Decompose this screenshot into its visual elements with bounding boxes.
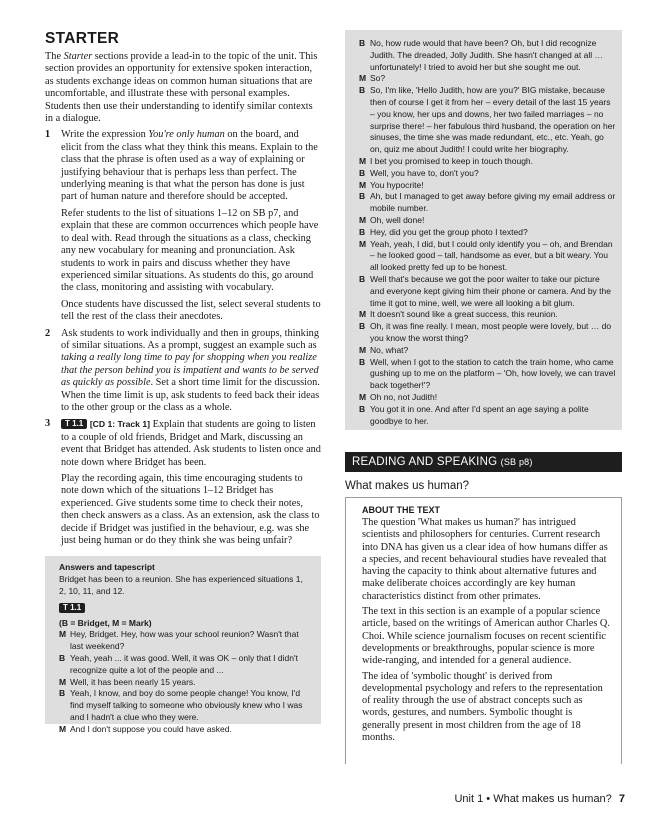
dialogue-text: Yeah, yeah ... it was good. Well, it was OK – only that I didn't recognize quite a lot of the people and ... <box>70 653 298 675</box>
dialogue-line <box>359 274 616 309</box>
dialogue-text: Well, when I got to the station to catch the train home, who came gushing up to me on the platform – 'Oh, how lovely, we can travel back together!'? <box>370 356 616 391</box>
speakers-key: (B = Bridget, M = Mark) <box>59 617 152 628</box>
speaker-label: M <box>359 344 367 355</box>
reading-subtitle: What makes us human? <box>345 480 470 492</box>
dialogue-line <box>59 688 307 723</box>
dialogue-text: No, what? <box>370 344 409 355</box>
speaker-label: B <box>359 226 366 237</box>
starter-item-1 <box>45 129 321 323</box>
dialogue-line <box>59 677 307 689</box>
speaker-label: B <box>359 167 366 178</box>
about-heading: ABOUT THE TEXT <box>362 505 440 515</box>
starter-item-3 <box>45 418 321 547</box>
footer-separator: • <box>486 793 491 805</box>
item-italic: You're only human <box>148 129 225 141</box>
left-column <box>45 30 321 734</box>
speaker-label: M <box>59 676 67 687</box>
item-italic: taking a really long time to pay for shopping when you realize that the person behind you is impatient and wants to be served as quickly as possible <box>61 352 319 389</box>
item-text: Ask students to work individually and then in groups, thinking of similar situations. As a prompt, suggest an example such as <box>61 327 319 351</box>
answers-heading: Answers and tapescript <box>59 562 155 573</box>
tapescript-continued <box>345 30 622 430</box>
dialogue-text: I bet you promised to keep in touch though. <box>370 155 534 166</box>
dialogue-line <box>359 345 616 357</box>
dialogue-line <box>359 73 616 85</box>
page-number: 7 <box>618 793 625 805</box>
dialogue-line <box>359 321 616 345</box>
dialogue-text: You got it in one. And after I'd spent an age saying a polite goodbye to her. <box>370 403 589 426</box>
speaker-label: B <box>359 321 366 332</box>
answers-text: Bridget has been to a reunion. She has experienced situations 1, 2, 10, 11, and 12. <box>59 574 303 597</box>
dialogue-line <box>359 357 616 392</box>
dialogue-line <box>359 404 616 428</box>
dialogue-line <box>359 180 616 192</box>
dialogue-line <box>359 309 616 321</box>
speaker-label: M <box>359 391 367 402</box>
item-text: Write the expression <box>61 129 149 141</box>
dialogue-text: Oh, well done! <box>370 214 425 225</box>
right-column <box>345 30 622 764</box>
dialogue-text: Yeah, I know, and boy do some people change! You know, I'd find myself talking to someone who obviously knew who I was and I hadn't a clue who they were. <box>70 688 303 722</box>
dialogue-text: Well, you have to, don't you? <box>370 167 479 178</box>
about-paragraph: The idea of 'symbolic thought' is derived from developmental psychology and refers to the representation of reality through the use of abstract concepts such as words, gestures, and numbers. Symbolic thought is generally present in most children from the age of 18 months. <box>362 670 603 744</box>
reading-section-bar <box>345 452 622 472</box>
speaker-label: B <box>359 85 366 96</box>
speaker-label: M <box>359 155 367 166</box>
speaker-label: B <box>59 653 66 664</box>
dialogue-text: It doesn't sound like a great success, this reunion. <box>370 309 558 320</box>
speaker-label: M <box>359 179 367 190</box>
footer-title: What makes us human? <box>493 793 612 805</box>
dialogue-text: You hypocrite! <box>370 179 424 190</box>
dialogue-text: No, how rude would that have been? Oh, but I did recognize Judith. The dreaded, Jolly Judith. She hasn't changed at all … unfortunately! I tried to avoid her but she sought me out. <box>370 38 604 72</box>
dialogue-line <box>359 239 616 274</box>
speaker-label: M <box>59 723 67 734</box>
dialogue-line <box>359 156 616 168</box>
answers-box <box>45 556 321 734</box>
dialogue-text: Oh no, not Judith! <box>370 391 438 402</box>
dialogue-text: Ah, but I managed to get away before giving my email address or mobile number. <box>370 191 616 214</box>
cd-track-label: [CD 1: Track 1] <box>89 419 150 430</box>
dialogue-line <box>359 38 616 73</box>
speaker-label: M <box>359 73 367 84</box>
speaker-label: B <box>359 38 366 48</box>
starter-item-2 <box>45 328 321 415</box>
tapescript-badge: T 1.1 <box>59 603 85 613</box>
item-number: 3 <box>45 418 51 430</box>
dialogue-line <box>59 629 307 653</box>
dialogue-text: Hey, did you get the group photo I texted? <box>370 226 528 237</box>
starter-heading: STARTER <box>45 30 120 47</box>
item-paragraph: Refer students to the list of situations 1–12 on SB p7, and explain that these are common occurrences which people have to deal with. Read through the situations as a class, checking any new vocabulary for meaning and pronunciation. Ask students to work in pairs and discuss whether they have experienced similar situations. As students do this, go around the class, monitoring and assisting with vocabulary. <box>61 207 319 294</box>
item-paragraph <box>61 129 321 203</box>
page-footer <box>454 793 625 805</box>
item-number: 1 <box>45 129 51 141</box>
speaker-label: B <box>359 356 366 367</box>
dialogue-text: So? <box>370 73 386 84</box>
dialogue-text: Yeah, yeah, I did, but I could only identify you – oh, and Brendan – he looked good – tall, handsome as ever, but a bit weary. You all looked pretty fed up to be honest. <box>370 238 613 273</box>
speaker-label: B <box>359 191 366 202</box>
item-paragraph: Once students have discussed the list, select several students to tell the rest of the class their anecdotes. <box>61 298 321 323</box>
section-page-ref: (SB p8) <box>500 457 533 467</box>
section-title: READING AND SPEAKING <box>352 456 498 468</box>
about-paragraph: The question 'What makes us human?' has intrigued scientists and philosophers for centuries. Current research into DNA has given us a clear idea of how humans differ as a species, and recent behavioural studies have revealed that having the capacity to think about alternative futures and make deliberate choices accordingly are key human characteristics distinct from other primates. <box>362 517 608 602</box>
dialogue-text: Well, it has been nearly 15 years. <box>70 676 196 687</box>
item-paragraph <box>61 328 321 415</box>
speaker-label: B <box>59 688 66 699</box>
footer-unit: Unit 1 <box>454 793 484 805</box>
dialogue-line <box>359 392 616 404</box>
item-text: Explain that students are going to listen to a couple of old friends, Bridget and Mark, discussing an event that Bridget has attended. Ask students to listen once and note down where Bridget has been. <box>61 419 321 468</box>
intro-text-end: sections provide a lead-in to the topic of the unit. This section provides an opportunity for extensive spoken interaction, as students exchange ideas on common human situations that are uncomfortable, and illustrate these with personal examples. Students then use their understanding to identify similar contexts in a dialogue. <box>45 51 318 125</box>
dialogue-line <box>359 191 616 215</box>
item-paragraph: Play the recording again, this time encouraging students to note down which of the situations 1–12 Bridget has experienced. Give students some time to check their notes, then check answers as a class. As an extension, ask the class to decide if Bridget was justified in the behaviour, e.g. was she just being human or do they think she was being unfair? <box>61 473 320 547</box>
speaker-label: B <box>359 273 366 284</box>
dialogue-text: So, I'm like, 'Hello Judith, how are you?' BIG mistake, because then of course I get it from her – every detail of the last 15 years – you know, her ups and downs, her two failed marriages – no surprise there! – her fabulous third husband, the operation on her sinuses, the time she was made redundant, etc., etc. Yeah, go on, quiz me about Judith! I could write her biography. <box>370 85 616 155</box>
item-text: on the board, and elicit from the class what they think this means. Explain to the class that the phrase is often used as a way of explaining or justifying behaviour that is perhaps less than perfect. The underlying meaning is that what the person has done is just part of human nature and therefore should be accepted. <box>61 129 318 203</box>
item-number: 2 <box>45 327 51 339</box>
dialogue-line <box>359 215 616 227</box>
about-paragraph: The text in this section is an example of a popular science article, based on the writings of American author Charles Q. Choi. While science journalism focuses on recent scientific developments or breakthroughs, popular science is more wide-ranging, and intended for a general audience. <box>362 606 610 667</box>
dialogue-text: Oh, it was fine really. I mean, most people were lovely, but … do you know the worst thing? <box>370 321 612 343</box>
dialogue-text: Hey, Bridget. Hey, how was your school reunion? Wasn't that last weekend? <box>70 629 299 652</box>
dialogue-line <box>359 227 616 239</box>
about-the-text-box <box>345 497 622 764</box>
starter-intro <box>45 51 321 125</box>
dialogue-line <box>59 724 307 736</box>
speaker-label: B <box>359 403 366 414</box>
speaker-label: M <box>359 238 367 249</box>
dialogue-line <box>359 85 616 156</box>
item-text: . Set a short time limit for the discussion. When the time limit is up, ask students to feed back their ideas to the other group or the class as a whole. <box>61 377 320 413</box>
speaker-label: M <box>59 629 67 640</box>
intro-text-start: The <box>45 51 64 62</box>
speaker-label: M <box>359 309 367 320</box>
item-paragraph <box>61 418 321 469</box>
dialogue-text: And I don't suppose you could have asked. <box>70 723 232 734</box>
track-badge: T 1.1 <box>61 419 87 429</box>
dialogue-text: Well that's because we got the poor waiter to take our picture and everyone kept giving him their phone or camera. And by the time it got to mine, well, we were all looking a bit glum. <box>370 273 611 308</box>
intro-italic: Starter <box>63 51 93 62</box>
speaker-label: M <box>359 214 367 225</box>
dialogue-line <box>359 168 616 180</box>
dialogue-line <box>59 653 307 677</box>
